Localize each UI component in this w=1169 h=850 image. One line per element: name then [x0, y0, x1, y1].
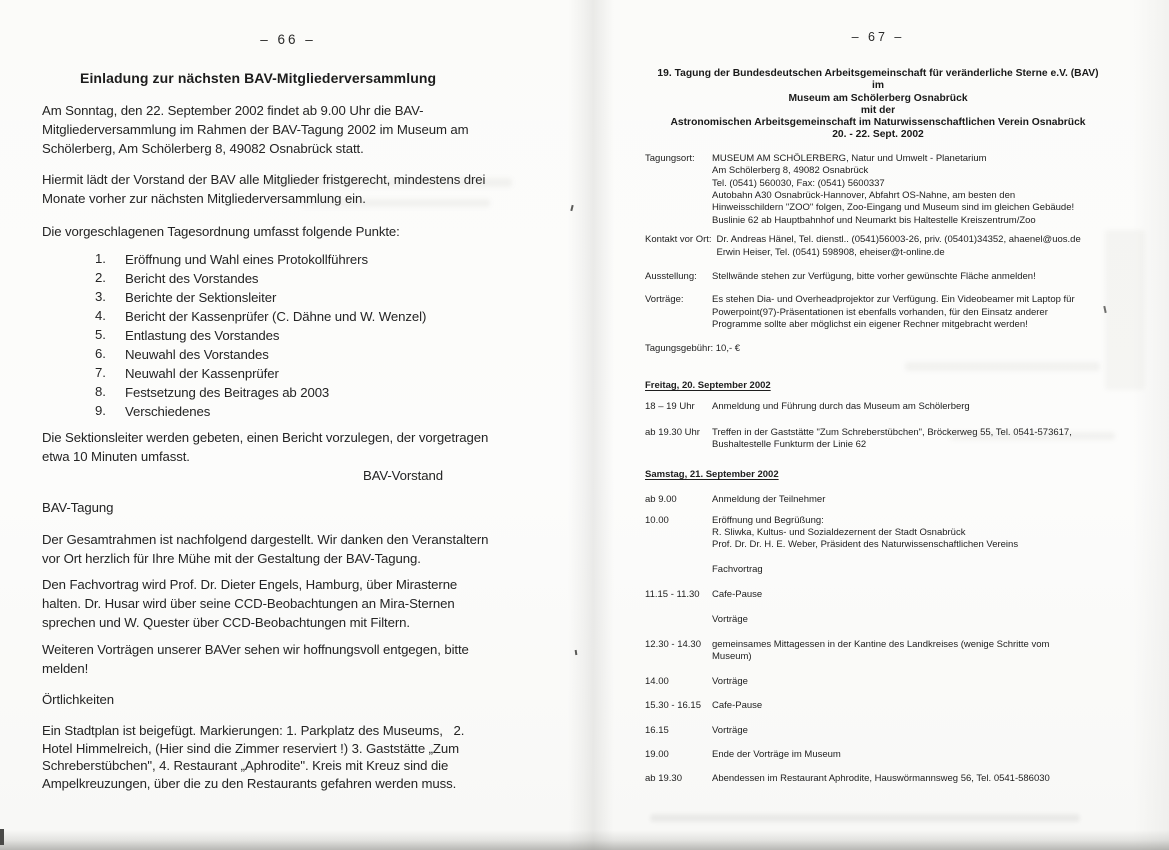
text-line: Hinweisschildern "ZOO" folgen, Zoo-Eingang und Museum sind im gleichen Gebäude! — [712, 202, 1075, 214]
agenda-item-text: Bericht des Vorstandes — [125, 271, 259, 286]
agenda-item-number: 5. — [95, 327, 106, 342]
text-line: R. Sliwka, Kultus- und Sozialdezernent der Stadt Osnabrück — [712, 526, 966, 538]
text-line: Weiteren Vorträgen unserer BAVer sehen wir hoffnungsvoll entgegen, bitte — [42, 642, 469, 657]
text-line: Schölerberg, Am Schölerberg 8, 49082 Osnabrück statt. — [42, 141, 364, 156]
schedule-row — [645, 401, 1111, 413]
text-line: Museum) — [712, 651, 752, 663]
text-line: 20. - 22. Sept. 2002 — [832, 129, 924, 141]
invitation-title: Einladung zur nächsten BAV-Mitgliederversammlung — [80, 70, 437, 86]
schedule-description — [712, 401, 1111, 413]
text-line: Eröffnung und Begrüßung: — [712, 514, 824, 526]
info-label: Tagungsort: — [645, 152, 695, 164]
schedule-row — [645, 564, 1111, 576]
agenda-item-text: Neuwahl der Kassenprüfer — [125, 366, 279, 381]
text-line: Abendessen im Restaurant Aphrodite, Hauswörmannsweg 56, Tel. 0541-586030 — [712, 773, 1050, 785]
text-line: Vorträge — [712, 724, 748, 736]
scan-bleedthrough-smudge — [300, 199, 490, 207]
agenda-item-number: 2. — [95, 270, 106, 285]
schedule-description — [712, 589, 1111, 601]
agenda-item-text: Verschiedenes — [125, 404, 211, 419]
text-line: Vorträge — [712, 613, 748, 625]
agenda-item-number: 9. — [95, 403, 106, 418]
info-value — [712, 271, 1111, 283]
agenda-item-text: Neuwahl des Vorstandes — [125, 347, 269, 362]
text-line: gemeinsames Mittagessen in der Kantine des Landkreises (wenige Schritte vom — [712, 638, 1050, 650]
schedule-time: 10.00 — [645, 514, 669, 526]
text-line: Programme sollte aber möglichst ein eigener Rechner mitgebracht werden! — [712, 319, 1028, 331]
schedule-time: 14.00 — [645, 675, 669, 687]
schedule-row — [645, 749, 1111, 761]
paragraph-framework — [42, 530, 534, 568]
agenda-item-number: 6. — [95, 346, 106, 361]
page-number-right: – 67 – — [851, 30, 905, 44]
schedule-description — [712, 494, 1111, 506]
schedule-description — [712, 700, 1111, 712]
agenda-item — [95, 326, 534, 345]
text-line: Dr. Andreas Hänel, Tel. dienstl.. (0541)56003-26, priv. (05401)34352, ahaenel@uos.de — [716, 234, 1081, 246]
schedule-time: 12.30 - 14.30 — [645, 638, 701, 650]
schedule-time: ab 19.30 — [645, 773, 682, 785]
text-line: Es stehen Dia- und Overheadprojektor zur Verfügung. Ein Videobeamer mit Laptop für — [712, 294, 1075, 306]
schedule-time: 16.15 — [645, 724, 669, 736]
page-66 — [42, 30, 534, 792]
schedule-row — [645, 494, 1111, 506]
agenda-item-text: Festsetzung des Beitrages ab 2003 — [125, 385, 330, 400]
info-row-ausstellung — [645, 271, 1111, 283]
paragraph-city-map — [42, 722, 534, 792]
text-line: Ein Stadtplan ist beigefügt. Markierungen: 1. Parkplatz des Museums, 2. — [42, 723, 465, 738]
schedule-row — [645, 515, 1111, 552]
text-line: Cafe-Pause — [712, 589, 763, 601]
info-row-kontakt — [645, 234, 1111, 259]
agenda-item — [95, 307, 534, 326]
text-line: Museum am Schölerberg Osnabrück — [788, 92, 968, 104]
schedule-time: 18 – 19 Uhr — [645, 401, 695, 413]
text-line: Anmeldung und Führung durch das Museum am Schölerberg — [712, 401, 970, 413]
schedule-description — [712, 676, 1111, 688]
info-label: Kontakt vor Ort: — [645, 234, 712, 246]
text-line: Monate vorher zur nächsten Mitgliederversammlung ein. — [42, 191, 366, 206]
agenda-item — [95, 288, 534, 307]
agenda-item — [95, 383, 534, 402]
day-heading-friday: Freitag, 20. September 2002 — [645, 380, 771, 392]
schedule-time: 15.30 - 16.15 — [645, 700, 701, 712]
info-value — [712, 294, 1111, 331]
schedule-time: ab 19.30 Uhr — [645, 426, 700, 438]
scan-bottom-shadow — [0, 830, 1169, 850]
subheading-oertlichkeiten: Örtlichkeiten — [42, 692, 114, 707]
page-67 — [645, 30, 1111, 786]
schedule-description — [712, 564, 1111, 576]
text-line: Astronomischen Arbeitsgemeinschaft im Naturwissenschaftlichen Verein Osnabrück — [670, 117, 1086, 129]
info-row-vortraege — [645, 294, 1111, 331]
schedule-description — [712, 725, 1111, 737]
text-line: im — [871, 80, 885, 92]
info-value — [717, 234, 1111, 259]
text-line: Den Fachvortrag wird Prof. Dr. Dieter Engels, Hamburg, über Mirasterne — [42, 577, 458, 592]
scan-bleedthrough-smudge — [262, 178, 512, 187]
text-line: MUSEUM AM SCHÖLERBERG, Natur und Umwelt - Planetarium — [712, 152, 987, 164]
agenda-item — [95, 402, 534, 421]
schedule-description — [712, 614, 1111, 626]
text-line: Hiermit lädt der Vorstand der BAV alle Mitglieder fristgerecht, mindestens drei — [42, 172, 486, 187]
agenda-item — [95, 250, 534, 269]
text-line: mit der — [860, 104, 896, 116]
day-heading-saturday: Samstag, 21. September 2002 — [645, 468, 779, 480]
text-line: Der Gesamtrahmen ist nachfolgend dargestellt. Wir danken den Veranstaltern — [42, 532, 489, 547]
schedule-row — [645, 614, 1111, 626]
text-line: Treffen in der Gaststätte "Zum Schreberstübchen", Bröckerweg 55, Tel. 0541-573617, — [712, 426, 1072, 438]
agenda-item-number: 4. — [95, 308, 106, 323]
text-line: Vorträge — [712, 675, 748, 687]
info-label: Vorträge: — [645, 294, 684, 306]
text-line: Prof. Dr. Dr. H. E. Weber, Präsident des Naturwissenschaftlichen Vereins — [712, 539, 1019, 551]
agenda-item-number: 8. — [95, 384, 106, 399]
text-line: Powerpoint(97)-Präsentationen ist ebenfalls vorhanden, für den Einsatz anderer — [712, 306, 1048, 318]
text-line: halten. Dr. Husar wird über seine CCD-Beobachtungen an Mira-Sternen — [42, 596, 455, 611]
schedule-row — [645, 676, 1111, 688]
schedule-description — [712, 749, 1111, 761]
text-line: Bushaltestelle Funkturm der Linie 62 — [712, 439, 867, 451]
paragraph-section-leaders — [42, 428, 534, 466]
agenda-item-text: Berichte der Sektionsleiter — [125, 290, 277, 305]
text-line: Cafe-Pause — [712, 700, 763, 712]
schedule-row — [645, 589, 1111, 601]
signature-bav-vorstand: BAV-Vorstand — [363, 468, 443, 483]
text-line: Anmeldung der Teilnehmer — [712, 494, 826, 506]
paragraph-meeting-date — [42, 101, 534, 158]
text-line: Hotel Himmelreich, (Hier sind die Zimmer reserviert !) 3. Gaststätte „Zum — [42, 740, 459, 756]
agenda-item — [95, 364, 534, 383]
agenda-item-number: 3. — [95, 289, 106, 304]
schedule-row — [645, 639, 1111, 664]
agenda-item-text: Entlastung des Vorstandes — [125, 328, 280, 343]
schedule-row — [645, 700, 1111, 712]
info-label: Ausstellung: — [645, 271, 697, 283]
scan-bleedthrough-smudge — [950, 432, 1115, 440]
agenda-item-number: 1. — [95, 251, 106, 266]
agenda-item-text: Bericht der Kassenprüfer (C. Dähne und W. Wenzel) — [125, 309, 427, 324]
text-line: Tel. (0541) 560030, Fax: (0541) 5600337 — [712, 177, 885, 189]
text-line: Am Schölerberg 8, 49082 Osnabrück — [712, 165, 869, 177]
agenda-item — [95, 345, 534, 364]
text-line: Fachvortrag — [712, 563, 763, 575]
subheading-bav-tagung: BAV-Tagung — [42, 500, 114, 515]
text-line: Die Sektionsleiter werden gebeten, einen Bericht vorzulegen, der vorgetragen — [42, 430, 489, 445]
paragraph-lectures — [42, 575, 534, 632]
text-line: Stellwände stehen zur Verfügung, bitte vorher gewünschte Fläche anmelden! — [712, 271, 1036, 283]
scan-edge-shade — [1133, 0, 1169, 850]
conference-header — [645, 68, 1111, 142]
agenda-item-number: 7. — [95, 365, 106, 380]
text-line: 19. Tagung der Bundesdeutschen Arbeitsgemeinschaft für veränderliche Sterne e.V. (BAV) — [657, 68, 1099, 79]
schedule-description — [712, 773, 1111, 785]
scan-edge-mark — [0, 829, 4, 845]
page-fold-shadow — [568, 0, 614, 850]
scan-bleedthrough-smudge — [905, 362, 1100, 371]
schedule-time: ab 9.00 — [645, 494, 677, 506]
text-line: sprechen und W. Quester über CCD-Beobachtungen mit Filtern. — [42, 615, 410, 630]
info-row-tagungsort — [645, 153, 1111, 227]
agenda-list — [42, 250, 534, 421]
agenda-item — [95, 269, 534, 288]
scan-bleedthrough-smudge — [650, 814, 1080, 822]
agenda-item-text: Eröffnung und Wahl eines Protokollführers — [125, 252, 368, 267]
text-line: Autobahn A30 Osnabrück-Hannover, Abfahrt OS-Nahne, am besten den — [712, 190, 1016, 201]
text-line: Mitgliederversammlung im Rahmen der BAV-Tagung 2002 im Museum am — [42, 122, 469, 137]
paragraph-call-for-talks — [42, 640, 534, 678]
conference-fee: Tagungsgebühr: 10,- € — [645, 342, 741, 354]
schedule-description — [712, 515, 1111, 552]
schedule-row — [645, 773, 1111, 785]
text-line: Ampelkreuzungen, über die zu den Restaurants gefahren werden muss. — [42, 775, 457, 791]
text-line: Erwin Heiser, Tel. (0541) 598908, eheiser@t-online.de — [716, 246, 945, 258]
text-line: etwa 10 Minuten umfasst. — [42, 449, 190, 464]
schedule-time: 19.00 — [645, 748, 669, 760]
page-number-left: – 66 – — [260, 32, 316, 47]
text-line: Buslinie 62 ab Hauptbahnhof und Neumarkt bis Haltestelle Kreiszentrum/Zoo — [712, 214, 1036, 226]
info-value — [712, 153, 1111, 227]
schedule-row — [645, 725, 1111, 737]
schedule-time — [645, 614, 712, 626]
schedule-time: 11.15 - 11.30 — [645, 589, 700, 601]
text-line: Die vorgeschlagenen Tagesordnung umfasst folgende Punkte: — [42, 224, 400, 239]
text-line: vor Ort herzlich für Ihre Mühe mit der Gestaltung der BAV-Tagung. — [42, 551, 421, 566]
text-line: Am Sonntag, den 22. September 2002 findet ab 9.00 Uhr die BAV- — [42, 103, 424, 118]
text-line: Schreberstübchen", 4. Restaurant „Aphrodite". Kreis mit Kreuz sind die — [42, 758, 449, 773]
schedule-time — [645, 564, 712, 576]
text-line: Ende der Vorträge im Museum — [712, 748, 841, 760]
paragraph-agenda-intro — [42, 222, 534, 241]
schedule-description — [712, 639, 1111, 664]
text-line: melden! — [42, 661, 89, 676]
